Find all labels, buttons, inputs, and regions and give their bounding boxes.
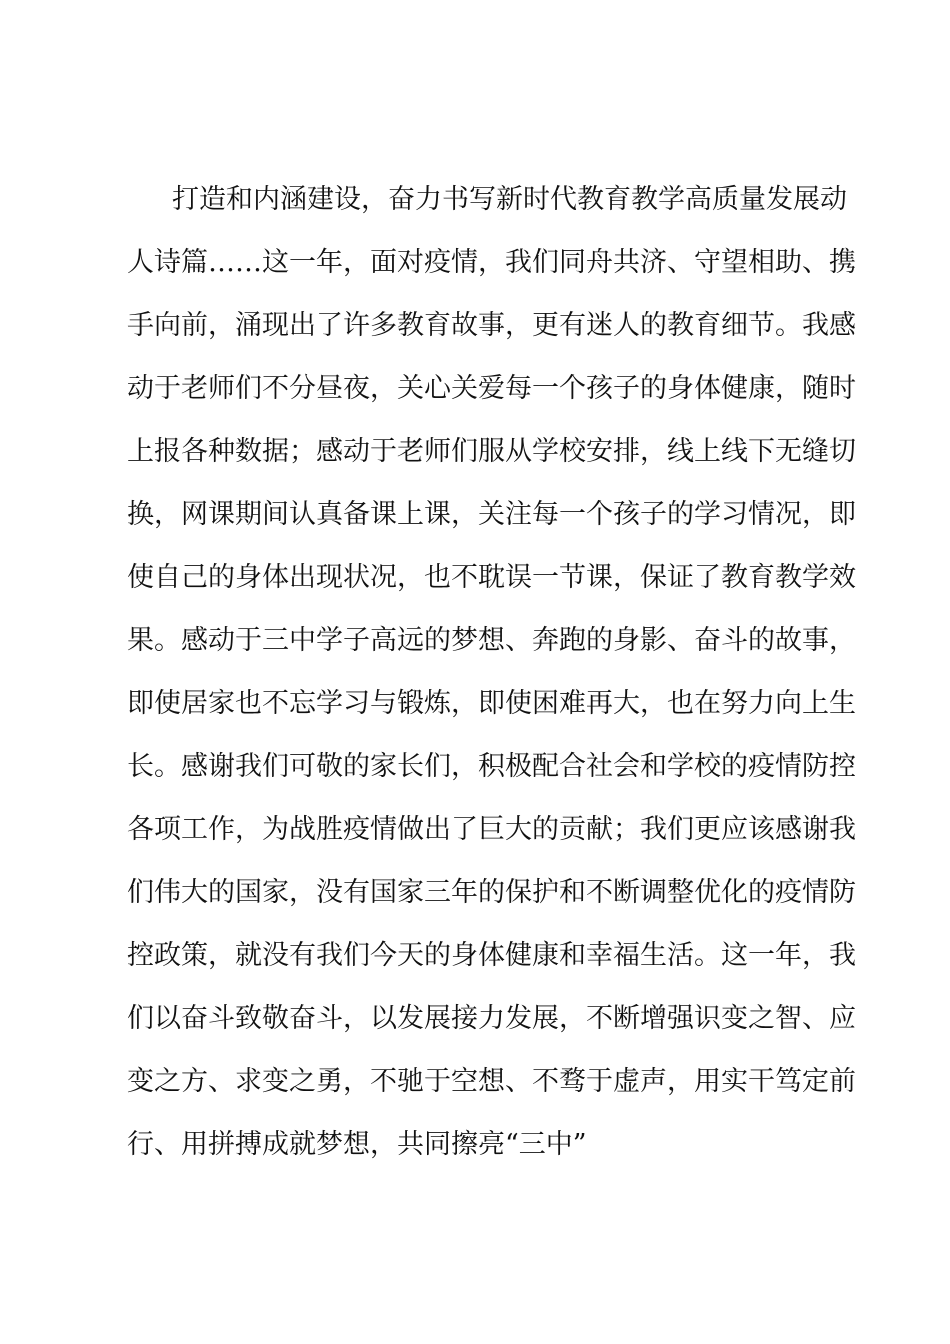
paragraph-line: 果。感动于三中学子高远的梦想、奔跑的身影、奋斗的故事， xyxy=(127,625,856,656)
paragraph-line: 行、用拼搏成就梦想，共同擦亮“三中” xyxy=(127,1129,587,1160)
paragraph-line: 上报各种数据；感动于老师们服从学校安排，线上线下无缝切 xyxy=(127,436,856,467)
paragraph-line: 变之方、求变之勇，不驰于空想、不骛于虚声，用实干笃定前 xyxy=(127,1066,856,1097)
paragraph-line: 控政策，就没有我们今天的身体健康和幸福生活。这一年，我 xyxy=(127,940,856,971)
paragraph-line: 们伟大的国家，没有国家三年的保护和不断调整优化的疫情防 xyxy=(127,877,856,908)
paragraph-line: 使自己的身体出现状况，也不耽误一节课，保证了教育教学效 xyxy=(127,562,856,593)
paragraph-line: 换，网课期间认真备课上课，关注每一个孩子的学习情况，即 xyxy=(127,499,856,530)
paragraph-line: 即使居家也不忘学习与锻炼，即使困难再大，也在努力向上生 xyxy=(127,688,856,719)
paragraph-line: 人诗篇……这一年，面对疫情，我们同舟共济、守望相助、携 xyxy=(127,247,856,278)
paragraph-line: 手向前，涌现出了许多教育故事，更有迷人的教育细节。我感 xyxy=(127,310,856,341)
paragraph-line: 动于老师们不分昼夜，关心关爱每一个孩子的身体健康，随时 xyxy=(127,373,856,404)
paragraph-line: 各项工作，为战胜疫情做出了巨大的贡献；我们更应该感谢我 xyxy=(127,814,856,845)
paragraph-line: 长。感谢我们可敬的家长们，积极配合社会和学校的疫情防控 xyxy=(127,751,856,782)
paragraph-line: 打造和内涵建设，奋力书写新时代教育教学高质量发展动 xyxy=(172,184,847,215)
paragraph-line: 们以奋斗致敬奋斗，以发展接力发展，不断增强识变之智、应 xyxy=(127,1003,856,1034)
